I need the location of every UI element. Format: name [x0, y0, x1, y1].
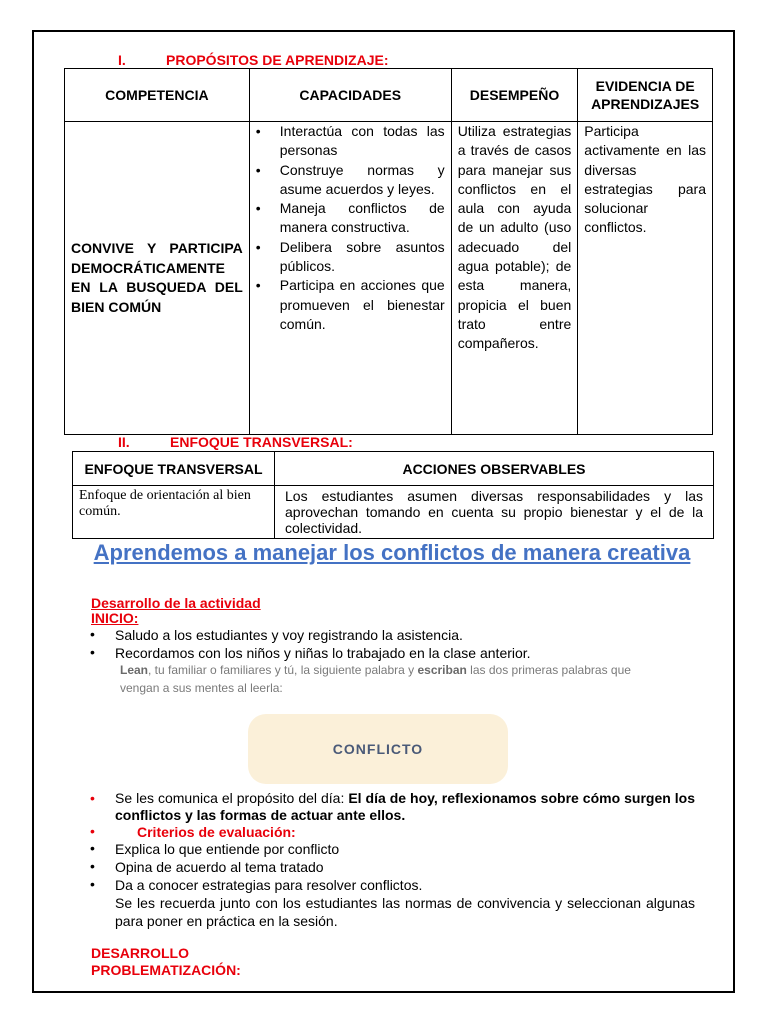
section-1-title: PROPÓSITOS DE APRENDIZAJE:	[166, 52, 389, 68]
acciones-cell	[275, 486, 714, 539]
instruction-part: las dos primeras palabras que vengan a sus mentes al leerla:	[120, 663, 631, 695]
evidencia-text: Participa activamente en las diversas estrategias para solucionar conflictos.	[584, 123, 706, 236]
lesson-title: Aprendemos a manejar los conflictos de manera creativa	[93, 540, 691, 565]
purpose-intro: Se les comunica el propósito del día:	[115, 790, 349, 806]
conflict-word: CONFLICTO	[332, 741, 424, 757]
bullet: •	[90, 858, 95, 874]
section-2-title: ENFOQUE TRANSVERSAL:	[170, 434, 353, 450]
instruction-word-escriban: escriban	[417, 663, 467, 677]
competencia-text: CONVIVE Y PARTICIPA DEMOCRÁTICAMENTE EN LA BUSQUEDA DEL BIEN COMÚN	[71, 240, 243, 315]
header-capacidades: CAPACIDADES	[249, 69, 451, 122]
bullet-red: •	[90, 823, 95, 839]
capacidad-item: • Maneja conflictos de manera constructiva.	[254, 199, 445, 238]
capacidades-cell	[249, 122, 451, 435]
bullet: •	[90, 840, 95, 856]
problematizacion-heading: PROBLEMATIZACIÓN:	[91, 962, 241, 978]
instruction-word-lean: Lean	[120, 663, 149, 677]
norms-text: Se les recuerda junto con los estudiantes las normas de convivencia y seleccionan algunas para poner en práctica en la sesión.	[115, 895, 695, 929]
criteria-item: Explica lo que entiende por conflicto	[115, 841, 340, 857]
acciones-text: Los estudiantes asumen diversas responsabilidades y las aprovechan tomando en cuenta su propio bienestar y el de la colectividad.	[285, 488, 703, 536]
desarrollo-heading: DESARROLLO	[91, 945, 189, 961]
section-1-heading	[118, 52, 388, 68]
inicio-item: Saludo a los estudiantes y voy registrando la asistencia.	[115, 627, 463, 643]
bullet: •	[90, 876, 95, 892]
desempeno-cell	[451, 122, 578, 435]
purpose-statement: El día de hoy, reflexionamos sobre cómo surgen los conflictos y las formas de actuar ante ellos.	[115, 790, 695, 823]
capacidades-list	[254, 122, 445, 334]
desempeno-text: Utiliza estrategias a través de casos para manejar sus conflictos en el aula con ayuda de un adulto (uso adecuado del agua potable); de esta manera, propicia el buen trato entre compañeros.	[457, 123, 572, 352]
section-2-heading	[118, 434, 353, 450]
header-enfoque: ENFOQUE TRANSVERSAL	[73, 452, 275, 486]
enfoque-text: Enfoque de orientación al bien común.	[79, 488, 251, 519]
capacidad-item: • Delibera sobre asuntos públicos.	[254, 238, 445, 277]
criteria-label: Criterios de evaluación:	[137, 824, 296, 840]
bullet: •	[90, 644, 95, 660]
bullet-red: •	[90, 790, 95, 806]
evidencia-cell	[578, 122, 713, 435]
instruction-part: , tu familiar o familiares y tú, la siguiente palabra y	[148, 663, 418, 677]
capacidad-item: • Interactúa con todas las personas	[254, 122, 445, 161]
inicio-label: INICIO:	[91, 610, 139, 626]
header-competencia: COMPETENCIA	[65, 69, 250, 122]
section-1-number: I.	[118, 52, 126, 68]
transversal-table	[72, 451, 714, 539]
header-acciones: ACCIONES OBSERVABLES	[275, 452, 714, 486]
section-2-number: II.	[118, 434, 130, 450]
bullet: •	[90, 626, 95, 642]
learning-purposes-table	[64, 68, 713, 435]
header-evidencia: EVIDENCIA DE APRENDIZAJES	[578, 69, 713, 122]
inicio-item: Recordamos con los niños y niñas lo trabajado en la clase anterior.	[115, 645, 531, 661]
header-desempeno: DESEMPEÑO	[451, 69, 578, 122]
enfoque-cell	[73, 486, 275, 539]
competencia-cell	[65, 122, 250, 435]
criteria-item: Opina de acuerdo al tema tratado	[115, 859, 324, 875]
capacidad-item: • Construye normas y asume acuerdos y leyes.	[254, 161, 445, 200]
purpose-text	[115, 790, 695, 824]
capacidad-item: • Participa en acciones que promueven el bienestar común.	[254, 276, 445, 334]
activity-development-label: Desarrollo de la actividad	[91, 595, 261, 611]
criteria-item: Da a conocer estrategias para resolver conflictos.	[115, 877, 423, 893]
conflict-word-card	[248, 714, 508, 784]
instruction-text	[120, 661, 660, 697]
